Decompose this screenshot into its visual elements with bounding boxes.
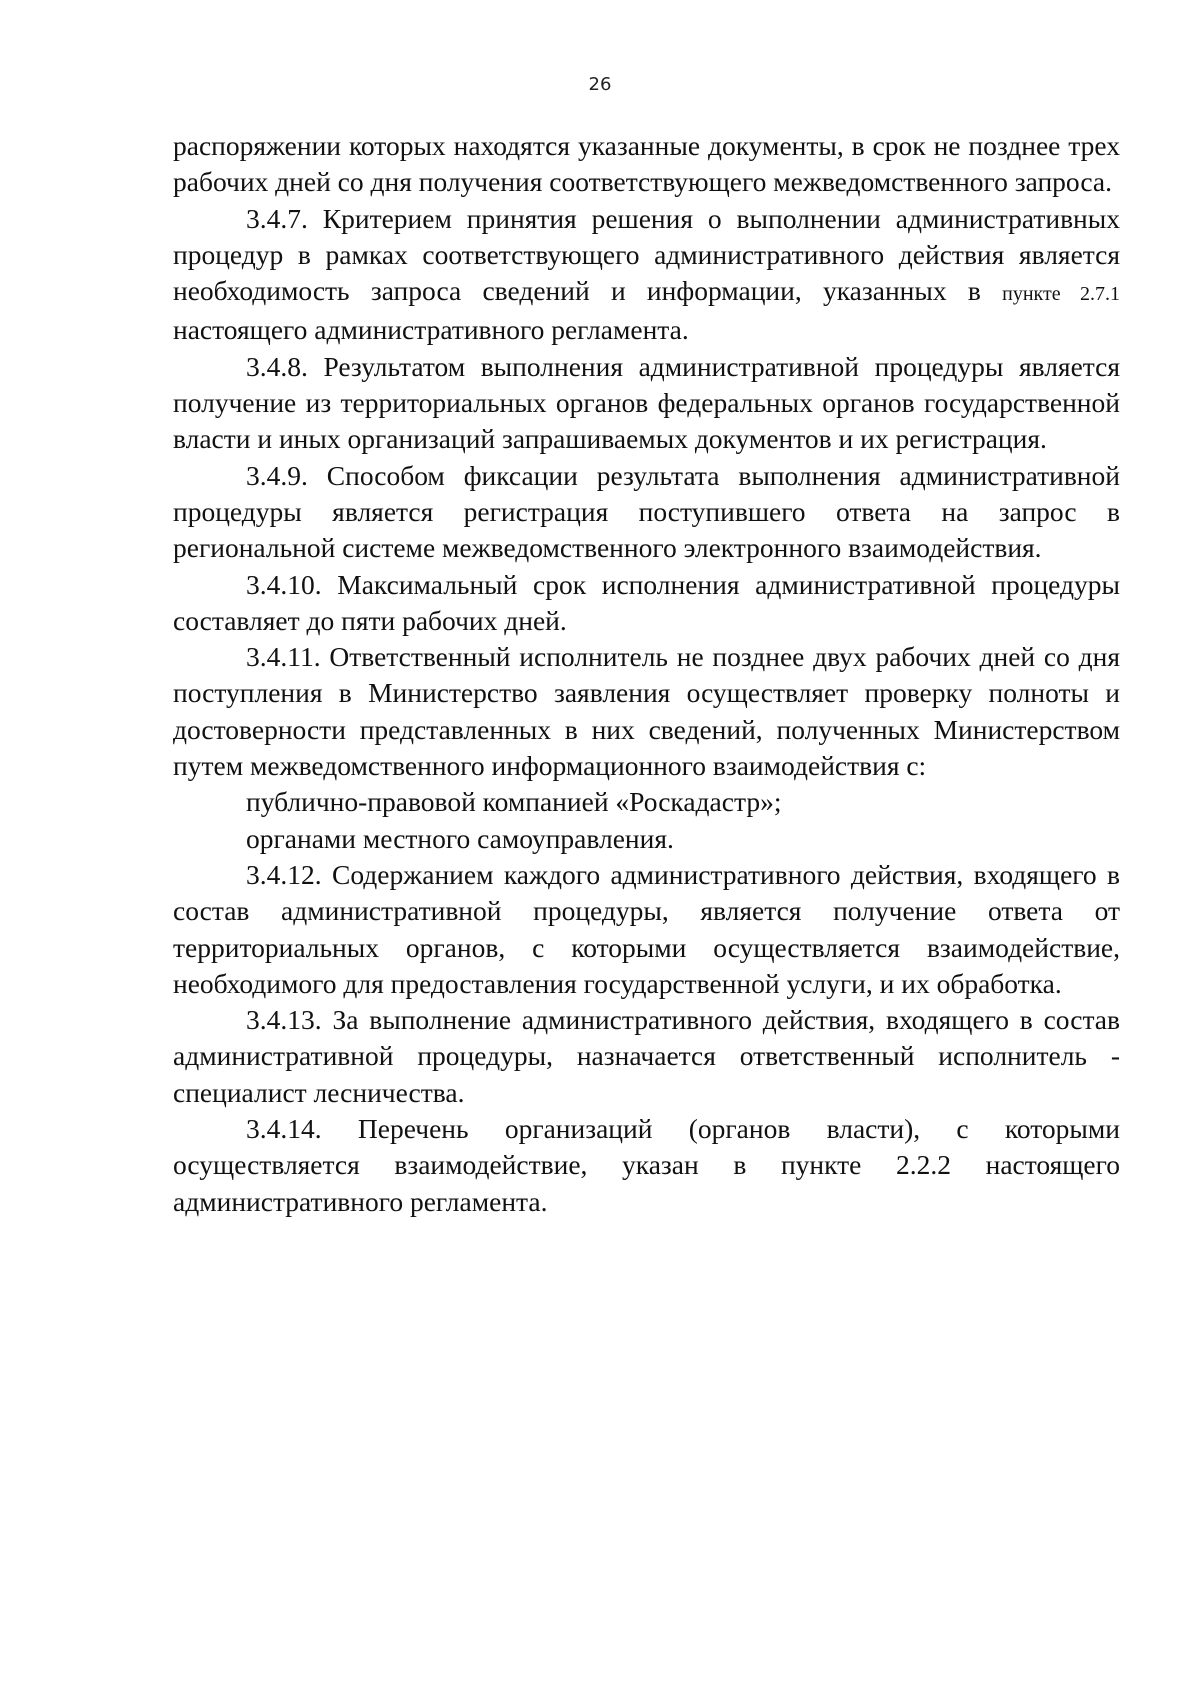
paragraph-3-4-14: 3.4.14. Перечень организаций (органов власти), с которыми осуществляется взаимодействие, указан в пункте 2.2.2 настоящего административного регламента. bbox=[173, 1113, 1120, 1217]
paragraph-3-4-12: 3.4.12. Содержанием каждого административного действия, входящего в состав административной процедуры, является получение ответа от территориальных органов, с которыми осуществляется взаимодействие, необходимого для предоставления государственной услуги, и их обработка. bbox=[173, 858, 1120, 999]
paragraph-3-4-7-text: 3.4.7. Критерием принятия решения о выполнении административных процедур в рамках соответствующего административного действия является необходимость запроса сведений и информации, указанных в bbox=[173, 202, 1120, 307]
paragraph-3-4-7-tail: настоящего административного регламента. bbox=[173, 314, 689, 346]
paragraph-3-4-9: 3.4.9. Способом фиксации результата выполнения административной процедуры является регистрация поступившего ответа на запрос в региональной системе межведомственного электронного взаимодействия. bbox=[173, 459, 1120, 564]
paragraph-3-4-10: 3.4.10. Максимальный срок исполнения административной процедуры составляет до пяти рабочих дней. bbox=[173, 568, 1120, 636]
list-item-roskadastr: публично-правовой компанией «Роскадастр»; bbox=[246, 786, 782, 818]
paragraph-3-4-8: 3.4.8. Результатом выполнения административной процедуры является получение из территориальных органов федеральных органов государственной власти и иных организаций запрашиваемых документов и их регистрация. bbox=[173, 350, 1120, 455]
paragraph-3-4-7-reference: пункте 2.7.1 bbox=[1002, 283, 1120, 306]
paragraph-3-4-11: 3.4.11. Ответственный исполнитель не позднее двух рабочих дней со дня поступления в Министерство заявления осуществляет проверку полноты и достоверности представленных в них сведений, полученных Министерством путем межведомственного информационного взаимодействия с: bbox=[173, 641, 1120, 782]
paragraph-3-4-13: 3.4.13. За выполнение административного действия, входящего в состав административной процедуры, назначается ответственный исполнитель - специалист лесничества. bbox=[173, 1004, 1120, 1108]
document-body bbox=[173, 128, 1120, 1220]
list-item-local-government: органами местного самоуправления. bbox=[246, 822, 674, 854]
paragraph-continuation: распоряжении которых находятся указанные документы, в срок не позднее трех рабочих дней со дня получения соответствующего межведомственного запроса. bbox=[173, 130, 1120, 198]
paragraph-3-4-7 bbox=[173, 201, 1120, 349]
page-number: 26 bbox=[588, 74, 612, 95]
